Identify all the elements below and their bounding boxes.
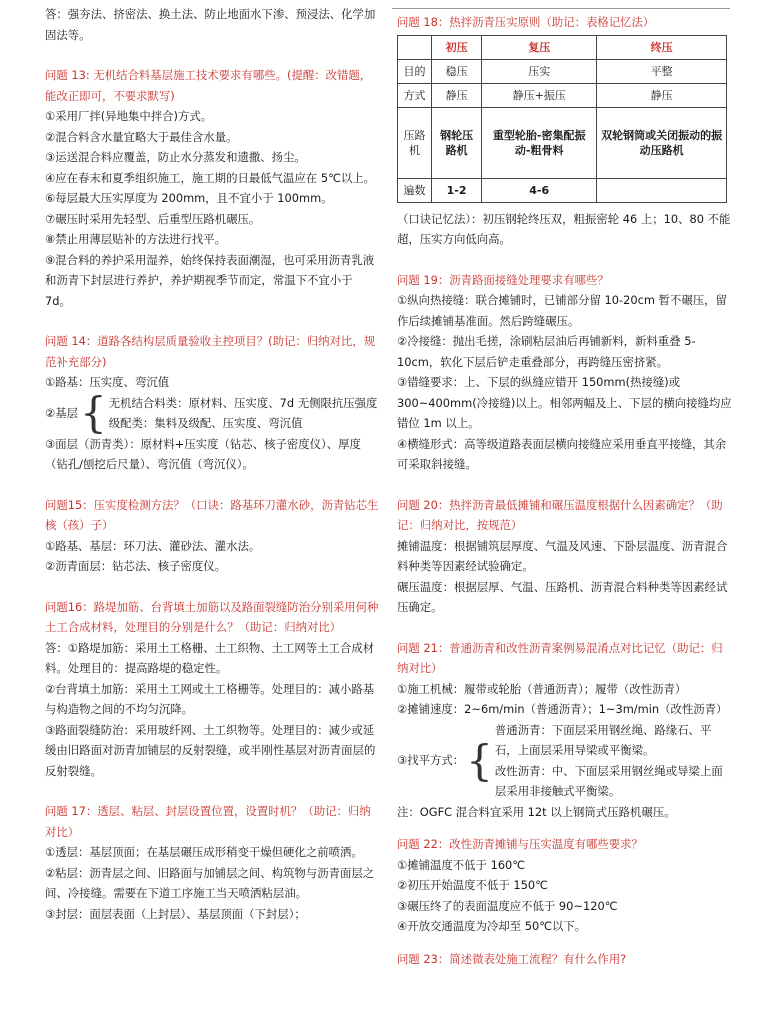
list-item: ④横缝形式：高等级道路表面层横向接缝应采用垂直平接缝，其余可采取斜接缝。 (397, 436, 727, 471)
q16-item2: ②台背填土加筋：采用土工网或土工格栅等。处理目的：减小路基与构造物之间的不均匀沉降。 (45, 681, 375, 716)
table-row (398, 83, 727, 107)
q20-rolling: 碾压温度：根据层厚、气温、压路机、沥青混合料种类等因素经试压确定。 (397, 579, 728, 614)
q14-base-label: ②基层 (45, 405, 78, 420)
list-item: ①施工机械：履带或轮胎（普通沥青）；履带（改性沥青） (397, 681, 687, 696)
table-header-row (398, 35, 727, 59)
table-cell: 稳压 (431, 59, 481, 83)
compaction-table (397, 35, 727, 203)
q22-title: 问题 22：改性沥青摊铺与压实温度有哪些要求？ (397, 837, 643, 851)
q14-title: 问题 14：道路各结构层质量验收主控项目？(助记：归纳对比，规范补充部分) (45, 334, 376, 369)
table-cell: 目的 (398, 59, 432, 83)
table-cell: 平整 (597, 59, 727, 83)
table-cell: 遍数 (398, 178, 432, 202)
list-item: ④应在春末和夏季组织施工，施工期的日最低气温应在 5℃以上。 (45, 170, 376, 185)
table-cell: 1-2 (431, 178, 481, 202)
q14-base-group (45, 388, 379, 437)
list-item: ②粘层：沥青层之间、旧路面与加铺层之间、构筑物与沥青面层之间、冷接缝。需要在下道工序施工当天喷洒粘层油。 (45, 865, 375, 900)
list-item: ①纵向热接缝：联合摊铺时，已铺部分留 10-20cm 暂不碾压，留作后续摊铺基准面。然后跨缝碾压。 (397, 293, 727, 328)
q14-base-inorganic: 无机结合料类：原材料、压实度、7d 无侧限抗压强度 (108, 395, 378, 410)
intro-answer: 答：强夯法、挤密法、换土法、防止地面水下渗、预浸法、化学加固法等。 (45, 7, 376, 42)
list-item: ③封层：面层表面（上封层）、基层顶面（下封层）； (45, 906, 306, 921)
list-item: ②摊铺速度：2~6m/min（普通沥青）；1~3m/min（改性沥青） (397, 702, 728, 716)
q21-note: 注：OGFC 混合料宜采用 12t 以上钢筒式压路机碾压。 (397, 804, 676, 819)
q18-mnemonic: （口诀记忆法）：初压钢轮终压双，粗振密轮 46 上；10、80 不能超，压实方向低向高。 (397, 211, 731, 246)
brace-icon: { (80, 388, 107, 437)
table-row (398, 178, 727, 202)
top-rule (392, 8, 730, 9)
q19-title: 问题 19：沥青路面接缝处理要求有哪些？ (397, 272, 609, 287)
table-cell: 压路机 (398, 107, 432, 178)
table-cell: 静压 (431, 83, 481, 107)
right-column (397, 12, 732, 969)
q21-level-group (397, 720, 732, 802)
list-item: ①路基、基层：环刀法、灌砂法、灌水法。 (45, 538, 261, 553)
table-cell: 重型轮胎-密集配振动-粗骨料 (482, 107, 597, 178)
q18-title: 问题 18：热拌沥青压实原则（助记：表格记忆法） (397, 15, 655, 29)
table-cell: 方式 (398, 83, 432, 107)
list-item: ②沥青面层：钻芯法、核子密度仪。 (45, 559, 227, 573)
q14-road: ①路基：压实度、弯沉值 (45, 375, 170, 389)
table-header-cell: 复压 (482, 35, 597, 59)
table-cell: 钢轮压路机 (431, 107, 481, 178)
q16-title: 问题16：路堤加筋、台背填土加筋以及路面裂缝防治分别采用何种土工合成材料，处理目的分别是什么？（助记：归纳对比） (45, 599, 379, 634)
q21-level-modified: 改性沥青：中、下面层采用钢丝绳或导梁上面层采用非接触式平衡梁。 (494, 763, 723, 798)
table-cell (597, 178, 727, 202)
left-column (45, 4, 379, 924)
q16-answer: 答：①路堤加筋：采用土工格栅、土工织物、土工网等土工合成材料。处理目的：提高路堤的稳定性。 (45, 640, 375, 675)
table-cell: 静压+振压 (482, 83, 597, 107)
table-header-cell: 初压 (431, 35, 481, 59)
q21-title: 问题 21：普通沥青和改性沥青案例易混淆点对比记忆（助记：归纳对比） (397, 640, 723, 675)
list-item: ①采用厂拌(异地集中拌合)方式。 (45, 109, 213, 123)
table-cell: 静压 (597, 83, 727, 107)
q20-paving: 摊铺温度：根据铺筑层厚度、气温及风速、下卧层温度、沥青混合料种类等因素经试验确定。 (397, 538, 728, 573)
q15-title: 问题15：压实度检测方法？（口诀：路基环刀灌水砂，沥青钻芯生核（孩）子） (45, 497, 379, 532)
list-item: ①透层：基层顶面；在基层碾压成形稍变干燥但硬化之前喷洒。 (45, 845, 363, 859)
q13-title: 问题 13: 无机结合料基层施工技术要求有哪些。(提醒：改错题，能改正即可，不要求默写) (45, 68, 372, 103)
list-item: ⑧禁止用薄层贴补的方法进行找平。 (45, 232, 227, 246)
q14-base-graded: 级配类：集料及级配、压实度、弯沉值 (108, 416, 303, 430)
brace-icon: { (466, 735, 493, 785)
table-row (398, 107, 727, 178)
q23-title: 问题 23：简述微表处施工流程？有什么作用? (397, 951, 627, 966)
list-item: ②混合料含水量宜略大于最佳含水量。 (45, 129, 238, 144)
table-cell (398, 35, 432, 59)
table-cell: 压实 (482, 59, 597, 83)
q13-list (45, 106, 379, 311)
table-cell: 4-6 (482, 178, 597, 202)
list-item: ④开放交通温度为冷却至 50℃以下。 (397, 919, 587, 933)
list-item: ②冷接缝：抛出毛搓，涂刷粘层油后再铺新料，新料重叠 5-10cm，软化下层后铲走重叠部分，再跨缝压密挤紧。 (397, 334, 696, 369)
q20-title: 问题 20：热拌沥青最低摊铺和碾压温度根据什么因素确定？（助记：归纳对比，按规范） (397, 497, 723, 532)
q16-item3: ③路面裂缝防治：采用玻纤网、土工织物等。处理目的：减少或延缓由旧路面对沥青加铺层的反射裂缝，或半刚性基层对沥青面层的反射裂缝。 (45, 722, 376, 778)
list-item: ②初压开始温度不低于 150℃ (397, 878, 548, 892)
table-header-cell: 终压 (597, 35, 727, 59)
list-item: ①摊铺温度不低于 160℃ (397, 857, 526, 872)
list-item: ③碾压终了的表面温度应不低于 90~120℃ (397, 898, 618, 913)
list-item: ⑥每层最大压实厚度为 200mm，且不宜小于 100mm。 (45, 191, 333, 205)
list-item: ③运送混合料应覆盖，防止水分蒸发和遗撒、扬尘。 (45, 150, 306, 164)
list-item: ⑦碾压时采用先轻型、后重型压路机碾压。 (45, 211, 261, 226)
list-item: ⑨混合料的养护采用湿养，始终保持表面潮湿，也可采用沥青乳液和沥青下封层进行养护，养护期视季节而定，常温下不宜小于 7d。 (45, 252, 375, 308)
q17-title: 问题 17：透层、粘层、封层设置位置，设置时机？（助记：归纳对比） (45, 804, 371, 839)
q21-level-label: ③找平方式： (397, 753, 465, 768)
list-item: ③错缝要求：上、下层的纵缝应错开 150mm(热接缝)或300~400mm(冷接缝)以上。相邻两幅及上、下层的横向接缝均应错位 1m 以上。 (397, 375, 732, 430)
q14-surface: ③面层（沥青类）：原材料+压实度（钻芯、核子密度仪）、厚度（钻孔/刨挖后尺量）、弯沉值（弯沉仪）。 (45, 436, 361, 471)
table-cell: 双轮钢筒或关闭振动的振动压路机 (597, 107, 727, 178)
table-row (398, 59, 727, 83)
q21-level-normal: 普通沥青：下面层采用钢丝绳、路缘石、平石，上面层采用导梁或平衡梁。 (494, 722, 712, 757)
